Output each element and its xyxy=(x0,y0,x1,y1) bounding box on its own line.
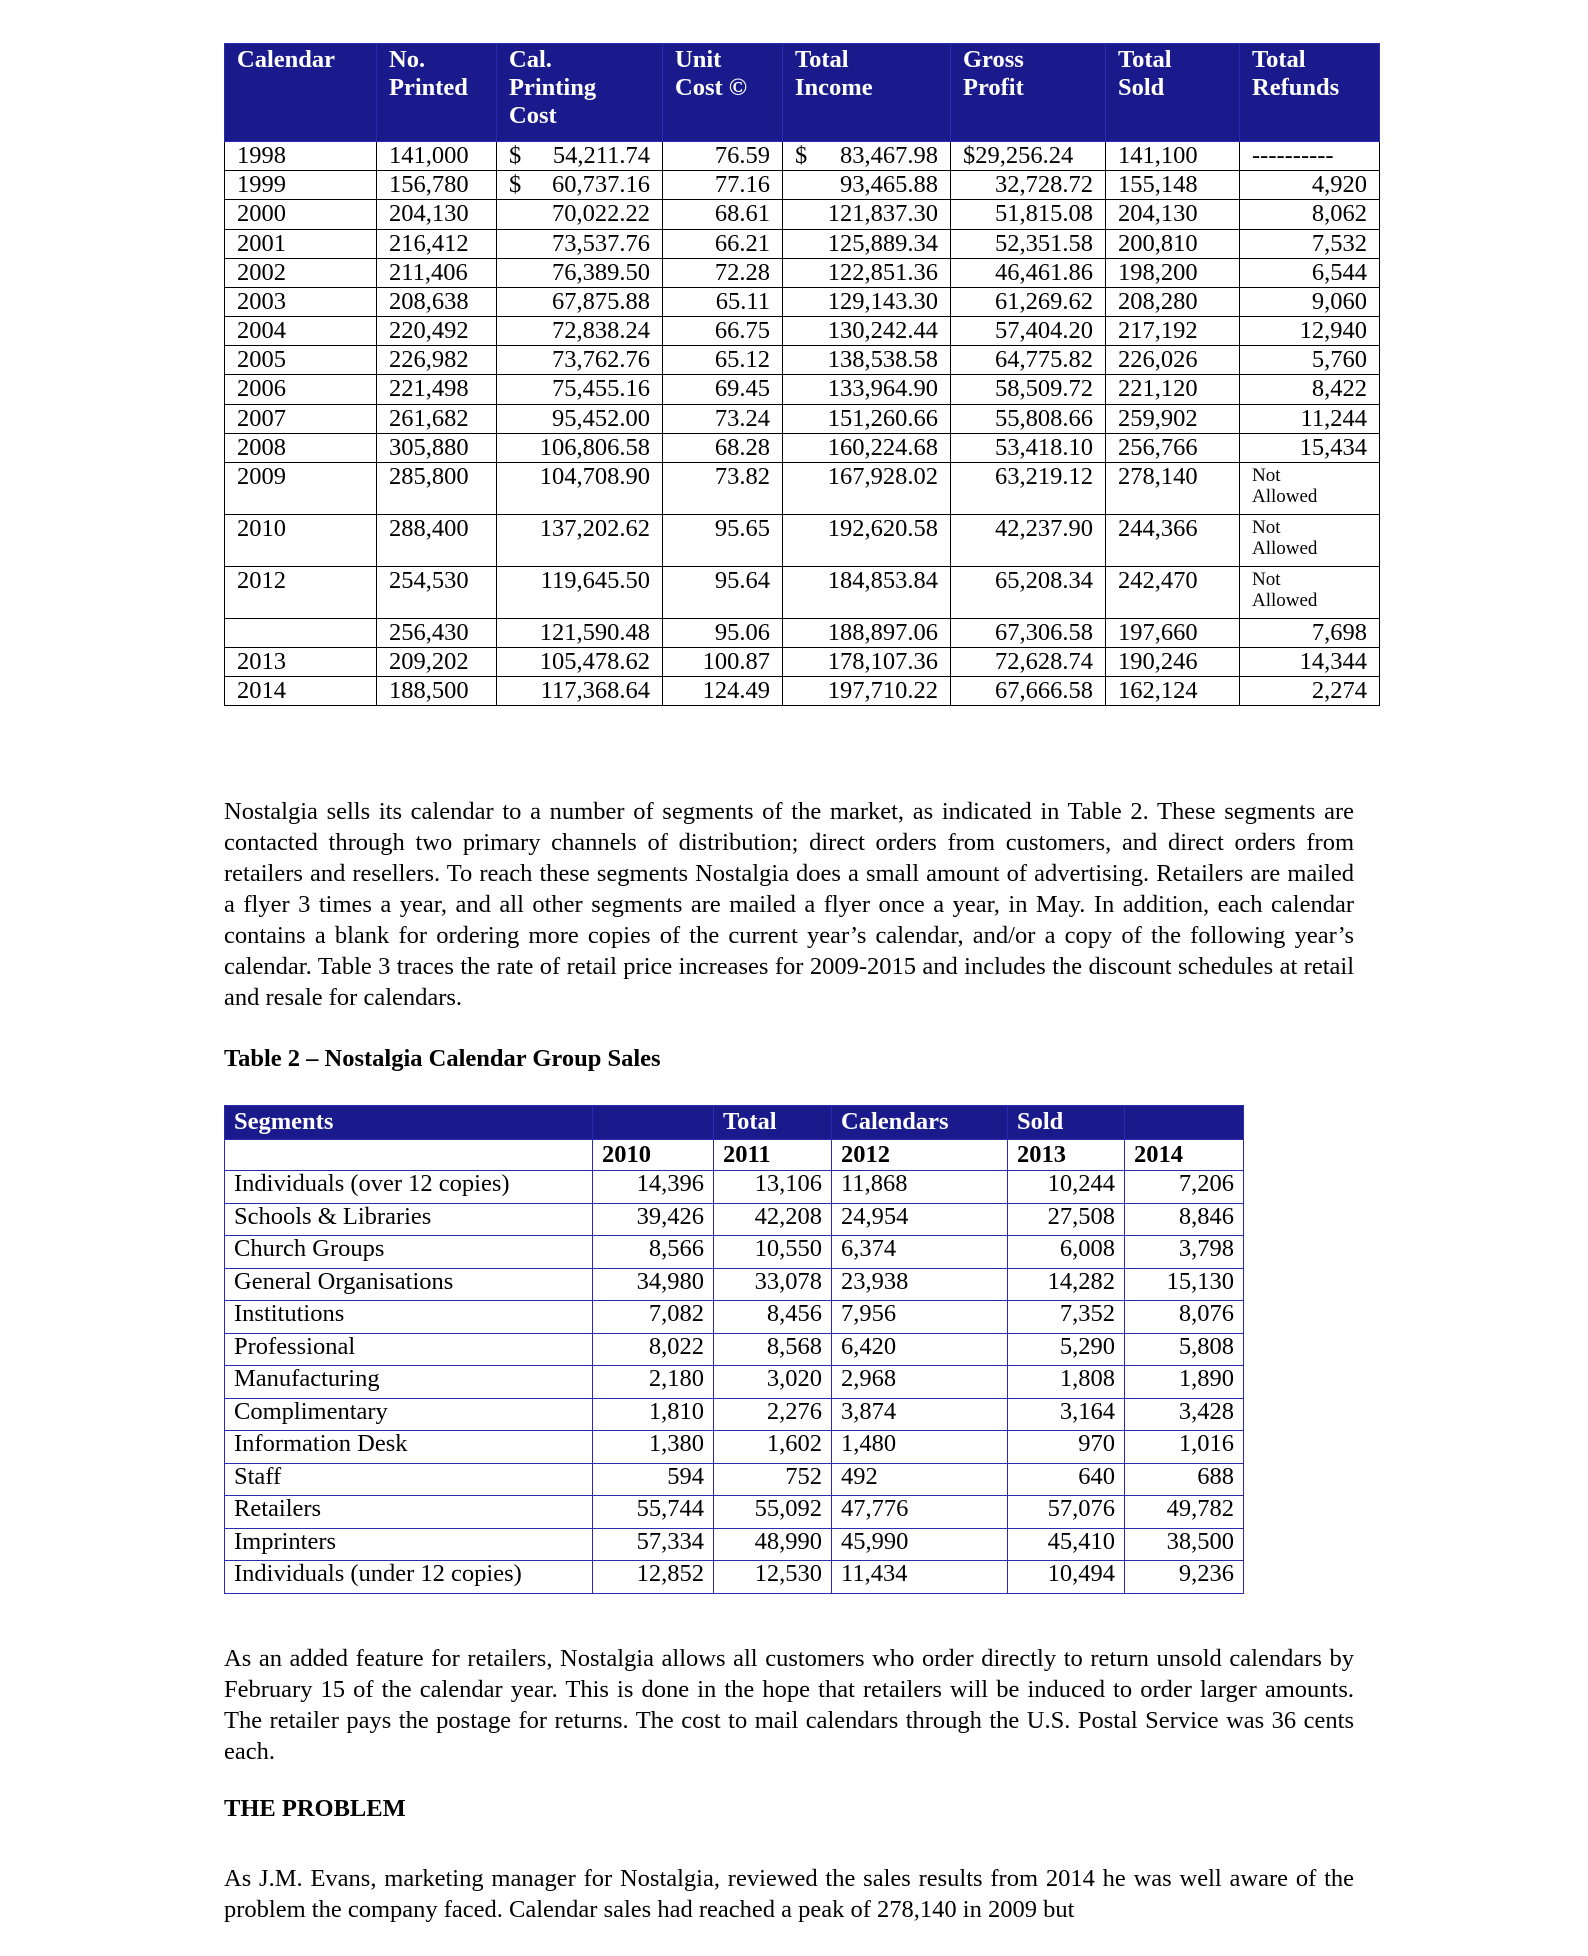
table2-cell: 23,938 xyxy=(832,1268,1008,1301)
table2-years-row xyxy=(225,1140,1244,1171)
table2-cell: 10,244 xyxy=(1008,1171,1125,1204)
table1-year-cell xyxy=(225,618,377,647)
table2-cell: 11,868 xyxy=(832,1171,1008,1204)
table1-cell: 95.64 xyxy=(663,566,783,618)
table1-row xyxy=(225,142,1380,171)
table1-year-cell: 1998 xyxy=(225,142,377,171)
table1-cell: 4,920 xyxy=(1240,171,1380,200)
table2-cell: 10,494 xyxy=(1008,1561,1125,1594)
table1-cell: 72.28 xyxy=(663,258,783,287)
table2-cell: 49,782 xyxy=(1125,1496,1244,1529)
problem-heading: THE PROBLEM xyxy=(224,1795,406,1822)
table1-cell: 72,628.74 xyxy=(951,648,1106,677)
table1-cell: 188,897.06 xyxy=(783,618,951,647)
table2-cell: 5,290 xyxy=(1008,1333,1125,1366)
table2-segment-cell: Institutions xyxy=(225,1301,593,1334)
table1-row xyxy=(225,433,1380,462)
table2-cell: 12,530 xyxy=(714,1561,832,1594)
table2-cell: 7,352 xyxy=(1008,1301,1125,1334)
table1-cell: 32,728.72 xyxy=(951,171,1106,200)
table2-header-cell xyxy=(1125,1106,1244,1140)
table2-cell: 8,456 xyxy=(714,1301,832,1334)
table1-cell: 106,806.58 xyxy=(497,433,663,462)
table1-cell: 204,130 xyxy=(377,200,497,229)
table2-cell: 6,420 xyxy=(832,1333,1008,1366)
table2-cell: 47,776 xyxy=(832,1496,1008,1529)
table1-cell: 124.49 xyxy=(663,677,783,706)
table2-cell: 7,206 xyxy=(1125,1171,1244,1204)
table2-row xyxy=(225,1398,1244,1431)
table1-cell: 197,660 xyxy=(1106,618,1240,647)
table2-cell: 492 xyxy=(832,1463,1008,1496)
table1-cell: 12,940 xyxy=(1240,317,1380,346)
table2-cell: 1,602 xyxy=(714,1431,832,1464)
table2-cell: 594 xyxy=(593,1463,714,1496)
table1-cell: 9,060 xyxy=(1240,287,1380,316)
table1-cell: 121,837.30 xyxy=(783,200,951,229)
table1-cell: 64,775.82 xyxy=(951,346,1106,375)
table1-cell: 105,478.62 xyxy=(497,648,663,677)
table1-cell: 15,434 xyxy=(1240,433,1380,462)
table1-cell: 67,306.58 xyxy=(951,618,1106,647)
table1-cell: 65.12 xyxy=(663,346,783,375)
table1-cell: 167,928.02 xyxy=(783,462,951,514)
table1-cell: 254,530 xyxy=(377,566,497,618)
table1-cell: 58,509.72 xyxy=(951,375,1106,404)
table1-cell: 155,148 xyxy=(1106,171,1240,200)
table1-header-row xyxy=(225,44,1380,142)
table1-cell: 121,590.48 xyxy=(497,618,663,647)
table1-refund-note-cell: Not Allowed xyxy=(1240,462,1380,514)
table1-cell: 256,430 xyxy=(377,618,497,647)
table1-cell: 137,202.62 xyxy=(497,514,663,566)
table2-cell: 688 xyxy=(1125,1463,1244,1496)
table1-cell: 66.75 xyxy=(663,317,783,346)
table2-cell: 10,550 xyxy=(714,1236,832,1269)
table1-cell: 7,698 xyxy=(1240,618,1380,647)
table2-cell: 11,434 xyxy=(832,1561,1008,1594)
table1-cell: 61,269.62 xyxy=(951,287,1106,316)
table1-cell: $ 54,211.74 xyxy=(497,142,663,171)
table1-cell: ---------- xyxy=(1240,142,1380,171)
table1-cell: 305,880 xyxy=(377,433,497,462)
table1-cell: 220,492 xyxy=(377,317,497,346)
table2-cell: 42,208 xyxy=(714,1203,832,1236)
table1-cell: 184,853.84 xyxy=(783,566,951,618)
table1-cell: 162,124 xyxy=(1106,677,1240,706)
table2-cell: 6,374 xyxy=(832,1236,1008,1269)
table2-cell: 8,076 xyxy=(1125,1301,1244,1334)
table1-cell: 77.16 xyxy=(663,171,783,200)
table1-cell: 8,422 xyxy=(1240,375,1380,404)
table1-header-cell: Total Sold xyxy=(1106,44,1240,142)
table1-row xyxy=(225,514,1380,566)
table1-cell: 278,140 xyxy=(1106,462,1240,514)
table2-cell: 3,874 xyxy=(832,1398,1008,1431)
table1-cell: 221,120 xyxy=(1106,375,1240,404)
table1-cell: 76,389.50 xyxy=(497,258,663,287)
table1-cell: 11,244 xyxy=(1240,404,1380,433)
table2-segment-cell: Individuals (over 12 copies) xyxy=(225,1171,593,1204)
table1-cell: 65,208.34 xyxy=(951,566,1106,618)
table1-cell: 226,026 xyxy=(1106,346,1240,375)
table2-cell: 1,480 xyxy=(832,1431,1008,1464)
table1-cell: 63,219.12 xyxy=(951,462,1106,514)
table1-year-cell: 2002 xyxy=(225,258,377,287)
table1-cell: 6,544 xyxy=(1240,258,1380,287)
table1-year-cell: 2008 xyxy=(225,433,377,462)
calendar-sales-history-table xyxy=(224,43,1380,706)
table2-row xyxy=(225,1463,1244,1496)
table1-cell: 160,224.68 xyxy=(783,433,951,462)
table1-header-cell: Total Income xyxy=(783,44,951,142)
table1-row xyxy=(225,648,1380,677)
table1-cell: 73.82 xyxy=(663,462,783,514)
table1-header-cell: Gross Profit xyxy=(951,44,1106,142)
table2-cell: 1,380 xyxy=(593,1431,714,1464)
table2-row xyxy=(225,1268,1244,1301)
table1-cell: 73.24 xyxy=(663,404,783,433)
table2-header-cell: Total xyxy=(714,1106,832,1140)
table2-row xyxy=(225,1301,1244,1334)
table1-cell: $29,256.24 xyxy=(951,142,1106,171)
table1-cell: 198,200 xyxy=(1106,258,1240,287)
table2-cell: 3,428 xyxy=(1125,1398,1244,1431)
table2-cell: 12,852 xyxy=(593,1561,714,1594)
table1-cell: 8,062 xyxy=(1240,200,1380,229)
table2-cell: 14,282 xyxy=(1008,1268,1125,1301)
table1-cell: 95.06 xyxy=(663,618,783,647)
table2-row xyxy=(225,1561,1244,1594)
table1-year-cell: 2001 xyxy=(225,229,377,258)
table1-cell: 156,780 xyxy=(377,171,497,200)
table1-refund-note-cell: Not Allowed xyxy=(1240,566,1380,618)
table1-year-cell: 1999 xyxy=(225,171,377,200)
table1-cell: 75,455.16 xyxy=(497,375,663,404)
table1-cell: 226,982 xyxy=(377,346,497,375)
table1-cell: 204,130 xyxy=(1106,200,1240,229)
table1-cell: 217,192 xyxy=(1106,317,1240,346)
table2-cell: 3,164 xyxy=(1008,1398,1125,1431)
table1-cell: 133,964.90 xyxy=(783,375,951,404)
table1-cell: 65.11 xyxy=(663,287,783,316)
table2-cell: 8,566 xyxy=(593,1236,714,1269)
table1-year-cell: 2003 xyxy=(225,287,377,316)
table2-cell: 1,016 xyxy=(1125,1431,1244,1464)
table1-cell: 261,682 xyxy=(377,404,497,433)
table1-cell: 67,875.88 xyxy=(497,287,663,316)
table2-segment-cell: Imprinters xyxy=(225,1528,593,1561)
table1-cell: 104,708.90 xyxy=(497,462,663,514)
table2-row xyxy=(225,1171,1244,1204)
table1-cell: 221,498 xyxy=(377,375,497,404)
table2-cell: 3,798 xyxy=(1125,1236,1244,1269)
table2-header-cell xyxy=(593,1106,714,1140)
table1-cell: 95,452.00 xyxy=(497,404,663,433)
table1-cell: 129,143.30 xyxy=(783,287,951,316)
table1-cell: 216,412 xyxy=(377,229,497,258)
table1-cell: 68.61 xyxy=(663,200,783,229)
table1-cell: $ 60,737.16 xyxy=(497,171,663,200)
table1-year-cell: 2010 xyxy=(225,514,377,566)
table1-cell: 192,620.58 xyxy=(783,514,951,566)
table2-segment-cell: Schools & Libraries xyxy=(225,1203,593,1236)
table2-segment-cell: Retailers xyxy=(225,1496,593,1529)
table1-cell: 244,366 xyxy=(1106,514,1240,566)
table1-cell: 259,902 xyxy=(1106,404,1240,433)
table1-cell: 14,344 xyxy=(1240,648,1380,677)
table2-row xyxy=(225,1236,1244,1269)
table2-cell: 9,236 xyxy=(1125,1561,1244,1594)
table2-segment-cell: Information Desk xyxy=(225,1431,593,1464)
table1-cell: 141,000 xyxy=(377,142,497,171)
table1-header-cell: No. Printed xyxy=(377,44,497,142)
table2-cell: 1,808 xyxy=(1008,1366,1125,1399)
table2-segment-cell: Professional xyxy=(225,1333,593,1366)
table2-cell: 640 xyxy=(1008,1463,1125,1496)
problem-paragraph: As J.M. Evans, marketing manager for Nostalgia, reviewed the sales results from 2014 he was well aware of the problem the company faced. Calendar sales had reached a peak of 278,140 in 2009 but xyxy=(224,1865,1354,1923)
table1-row xyxy=(225,677,1380,706)
table1-cell: 117,368.64 xyxy=(497,677,663,706)
table2-cell: 57,076 xyxy=(1008,1496,1125,1529)
table1-cell: 285,800 xyxy=(377,462,497,514)
table1-cell: 288,400 xyxy=(377,514,497,566)
table1-year-cell: 2014 xyxy=(225,677,377,706)
table1-cell: 68.28 xyxy=(663,433,783,462)
table1-cell: 125,889.34 xyxy=(783,229,951,258)
table1-cell: 2,274 xyxy=(1240,677,1380,706)
table2-row xyxy=(225,1333,1244,1366)
table1-row xyxy=(225,258,1380,287)
table1-cell: 70,022.22 xyxy=(497,200,663,229)
table2-cell: 27,508 xyxy=(1008,1203,1125,1236)
table1-cell: 73,537.76 xyxy=(497,229,663,258)
table1-cell: 200,810 xyxy=(1106,229,1240,258)
table2-header-cell: Calendars xyxy=(832,1106,1008,1140)
table2-cell: 34,980 xyxy=(593,1268,714,1301)
table1-row xyxy=(225,462,1380,514)
table1-year-cell: 2009 xyxy=(225,462,377,514)
table1-cell: 208,280 xyxy=(1106,287,1240,316)
table2-cell: 970 xyxy=(1008,1431,1125,1464)
table1-cell: 211,406 xyxy=(377,258,497,287)
table2-cell: 14,396 xyxy=(593,1171,714,1204)
table1-cell: 52,351.58 xyxy=(951,229,1106,258)
table2-year-cell: 2010 xyxy=(593,1140,714,1171)
table2-segment-cell: General Organisations xyxy=(225,1268,593,1301)
table1-row xyxy=(225,287,1380,316)
table1-cell: 138,538.58 xyxy=(783,346,951,375)
table2-header-cell: Segments xyxy=(225,1106,593,1140)
table1-row xyxy=(225,566,1380,618)
table2-cell: 33,078 xyxy=(714,1268,832,1301)
table2-cell: 7,082 xyxy=(593,1301,714,1334)
table1-cell: 100.87 xyxy=(663,648,783,677)
table1-year-cell: 2005 xyxy=(225,346,377,375)
table1-cell: 208,638 xyxy=(377,287,497,316)
table1-cell: 42,237.90 xyxy=(951,514,1106,566)
table1-cell: 72,838.24 xyxy=(497,317,663,346)
table2-cell: 38,500 xyxy=(1125,1528,1244,1561)
table2-cell: 8,846 xyxy=(1125,1203,1244,1236)
table1-cell: 73,762.76 xyxy=(497,346,663,375)
table2-cell: 7,956 xyxy=(832,1301,1008,1334)
table1-cell: 188,500 xyxy=(377,677,497,706)
table1-year-cell: 2006 xyxy=(225,375,377,404)
table2-cell: 48,990 xyxy=(714,1528,832,1561)
table1-row xyxy=(225,346,1380,375)
table2-row xyxy=(225,1203,1244,1236)
table1-refund-note-cell: Not Allowed xyxy=(1240,514,1380,566)
table1-cell: 242,470 xyxy=(1106,566,1240,618)
table1-header-cell: Unit Cost © xyxy=(663,44,783,142)
table1-cell: 5,760 xyxy=(1240,346,1380,375)
table1-header-cell: Cal. Printing Cost xyxy=(497,44,663,142)
table2-cell: 39,426 xyxy=(593,1203,714,1236)
table2-cell: 45,990 xyxy=(832,1528,1008,1561)
table2-cell: 2,180 xyxy=(593,1366,714,1399)
table1-year-cell: 2007 xyxy=(225,404,377,433)
table2-cell: 5,808 xyxy=(1125,1333,1244,1366)
table2-cell: 45,410 xyxy=(1008,1528,1125,1561)
table2-header-cell: Sold xyxy=(1008,1106,1125,1140)
table1-cell: $ 83,467.98 xyxy=(783,142,951,171)
table2-cell: 8,568 xyxy=(714,1333,832,1366)
table1-row xyxy=(225,200,1380,229)
table1-header-cell: Total Refunds xyxy=(1240,44,1380,142)
table2-caption: Table 2 – Nostalgia Calendar Group Sales xyxy=(224,1045,661,1072)
table2-cell: 2,968 xyxy=(832,1366,1008,1399)
table1-cell: 130,242.44 xyxy=(783,317,951,346)
table1-cell: 67,666.58 xyxy=(951,677,1106,706)
table1-cell: 93,465.88 xyxy=(783,171,951,200)
table1-cell: 119,645.50 xyxy=(497,566,663,618)
table1-cell: 256,766 xyxy=(1106,433,1240,462)
table2-row xyxy=(225,1528,1244,1561)
table1-cell: 69.45 xyxy=(663,375,783,404)
table1-cell: 151,260.66 xyxy=(783,404,951,433)
table1-year-cell: 2004 xyxy=(225,317,377,346)
table2-row xyxy=(225,1366,1244,1399)
table2-cell: 3,020 xyxy=(714,1366,832,1399)
table1-year-cell: 2012 xyxy=(225,566,377,618)
table1-row xyxy=(225,317,1380,346)
table1-row xyxy=(225,404,1380,433)
table1-cell: 197,710.22 xyxy=(783,677,951,706)
table1-row xyxy=(225,229,1380,258)
table2-cell: 57,334 xyxy=(593,1528,714,1561)
table1-row xyxy=(225,618,1380,647)
table1-cell: 76.59 xyxy=(663,142,783,171)
segments-paragraph: Nostalgia sells its calendar to a number of segments of the market, as indicated in Table 2. These segments are contacted through two primary channels of distribution; direct orders from customers, and direct orders from retailers and resellers. To reach these segments Nostalgia does a small amount of advertising. Retailers are mailed a flyer 3 times a year, and all other segments are mailed a flyer once a year, in May. In addition, each calendar contains a blank for ordering more copies of the current year’s calendar, and/or a copy of the following year’s calendar. Table 3 traces the rate of retail price increases for 2009-2015 and includes the discount schedules at retail and resale for calendars. xyxy=(224,798,1354,1011)
table2-year-cell: 2012 xyxy=(832,1140,1008,1171)
table2-cell: 1,890 xyxy=(1125,1366,1244,1399)
table2-segment-cell: Staff xyxy=(225,1463,593,1496)
table2-cell: 55,744 xyxy=(593,1496,714,1529)
table2-row xyxy=(225,1496,1244,1529)
table1-year-cell: 2013 xyxy=(225,648,377,677)
table1-cell: 209,202 xyxy=(377,648,497,677)
table2-year-cell: 2013 xyxy=(1008,1140,1125,1171)
table1-cell: 95.65 xyxy=(663,514,783,566)
table2-segment-cell: Manufacturing xyxy=(225,1366,593,1399)
returns-paragraph: As an added feature for retailers, Nostalgia allows all customers who order directly to return unsold calendars by February 15 of the calendar year. This is done in the hope that retailers will be induced to order larger amounts. The retailer pays the postage for returns. The cost to mail calendars through the U.S. Postal Service was 36 cents each. xyxy=(224,1645,1354,1765)
table1-cell: 122,851.36 xyxy=(783,258,951,287)
table2-cell: 55,092 xyxy=(714,1496,832,1529)
table2-cell: 1,810 xyxy=(593,1398,714,1431)
table2-cell: 2,276 xyxy=(714,1398,832,1431)
table2-cell: 15,130 xyxy=(1125,1268,1244,1301)
table2-year-cell: 2014 xyxy=(1125,1140,1244,1171)
table1-header-cell: Calendar xyxy=(225,44,377,142)
table1-cell: 57,404.20 xyxy=(951,317,1106,346)
table1-row xyxy=(225,375,1380,404)
table1-cell: 55,808.66 xyxy=(951,404,1106,433)
table2-segment-cell: Church Groups xyxy=(225,1236,593,1269)
table2-year-cell xyxy=(225,1140,593,1171)
table2-cell: 8,022 xyxy=(593,1333,714,1366)
table1-row xyxy=(225,171,1380,200)
table2-cell: 24,954 xyxy=(832,1203,1008,1236)
table1-year-cell: 2000 xyxy=(225,200,377,229)
table1-cell: 7,532 xyxy=(1240,229,1380,258)
table1-cell: 53,418.10 xyxy=(951,433,1106,462)
table2-year-cell: 2011 xyxy=(714,1140,832,1171)
table2-segment-cell: Complimentary xyxy=(225,1398,593,1431)
table1-cell: 190,246 xyxy=(1106,648,1240,677)
table1-cell: 51,815.08 xyxy=(951,200,1106,229)
table2-header-row xyxy=(225,1106,1244,1140)
group-sales-table xyxy=(224,1105,1244,1594)
table1-cell: 141,100 xyxy=(1106,142,1240,171)
table1-cell: 66.21 xyxy=(663,229,783,258)
table2-segment-cell: Individuals (under 12 copies) xyxy=(225,1561,593,1594)
table2-cell: 752 xyxy=(714,1463,832,1496)
table1-cell: 46,461.86 xyxy=(951,258,1106,287)
table2-cell: 13,106 xyxy=(714,1171,832,1204)
table2-cell: 6,008 xyxy=(1008,1236,1125,1269)
table2-row xyxy=(225,1431,1244,1464)
table1-cell: 178,107.36 xyxy=(783,648,951,677)
